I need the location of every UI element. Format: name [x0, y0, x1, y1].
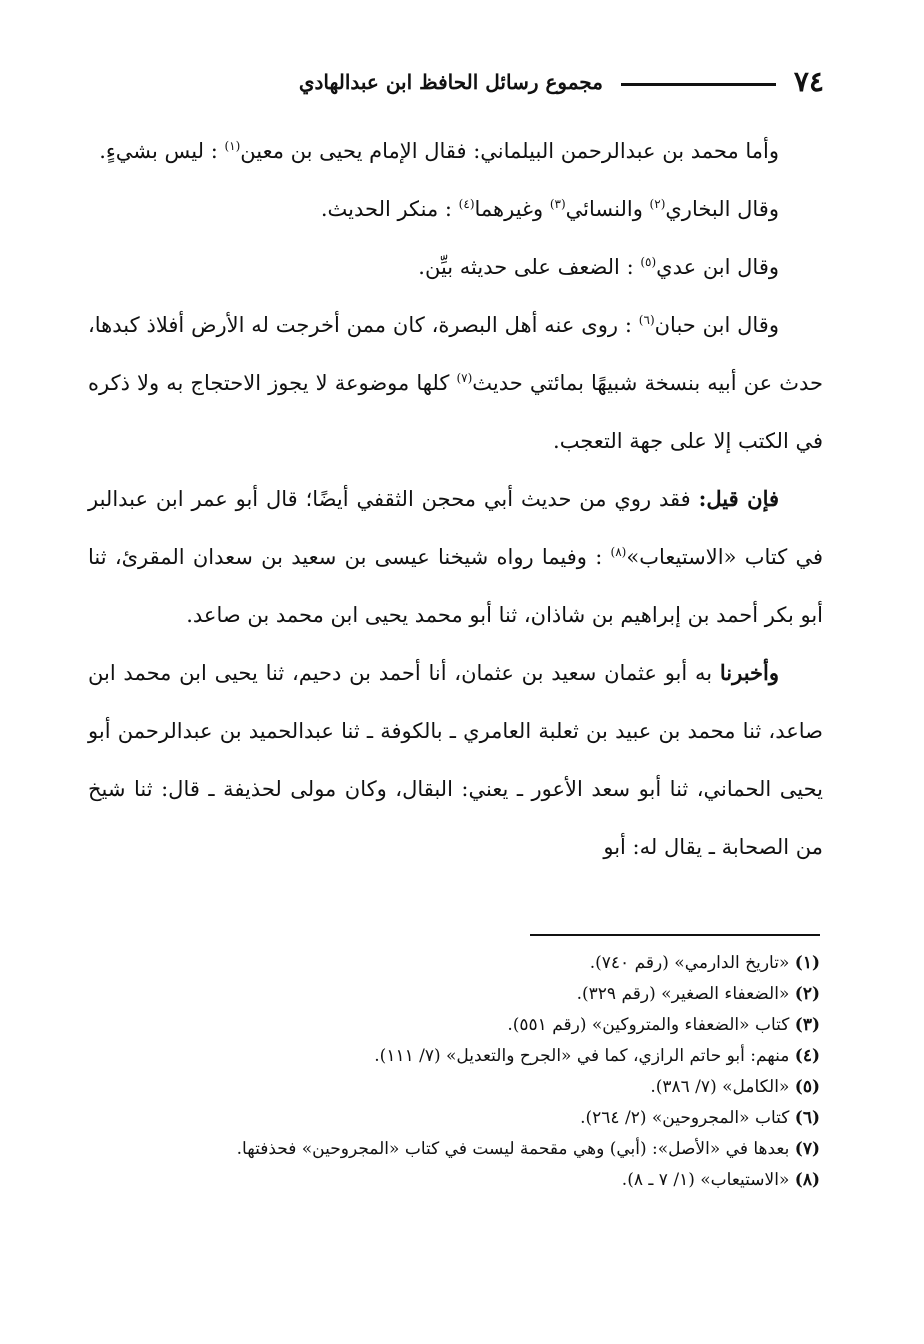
footnote-ref-4[interactable]: (٤): [458, 197, 475, 211]
footnote-text: منهم: أبو حاتم الرازي، كما في «الجرح والتعديل» (٧/ ١١١).: [374, 1046, 795, 1066]
paragraph-5: [88, 470, 823, 644]
running-header: [88, 62, 824, 102]
lead-phrase: وأخبرنا: [719, 660, 779, 685]
main-text: [88, 122, 823, 922]
footnote-7: [120, 1134, 820, 1165]
footnote-2: [120, 979, 820, 1010]
footnote-text: «الكامل» (٧/ ٣٨٦).: [650, 1077, 795, 1097]
footnote-number: (٦): [794, 1108, 820, 1128]
text-segment: : ليس بشيءٍ.: [99, 139, 225, 163]
footnote-ref-2[interactable]: (٢): [649, 197, 666, 211]
footnotes: [120, 948, 820, 1196]
footnote-ref-7[interactable]: (٧): [456, 371, 473, 385]
footnote-number: (٨): [794, 1170, 820, 1190]
footnote-ref-6[interactable]: (٦): [638, 313, 655, 327]
paragraph-2: [88, 180, 823, 238]
paragraph-1: [88, 122, 823, 180]
text-segment: وأما محمد بن عبدالرحمن البيلماني: فقال الإمام يحيى بن معين: [240, 139, 779, 163]
footnote-number: (٤): [794, 1046, 820, 1066]
text-segment: والنسائي: [565, 197, 650, 221]
text-segment: وقال ابن حبان: [654, 313, 779, 337]
text-segment: : الضعف على حديثه بيِّن.: [418, 255, 641, 279]
footnote-separator: [530, 934, 820, 936]
text-segment: فقد روي من حديث أبي محجن الثقفي أيضًا؛ قال أبو عمر ابن عبدالبر في كتاب «الاستيعاب»: [88, 487, 823, 569]
footnote-5: [120, 1072, 820, 1103]
footnote-text: كتاب «الضعفاء والمتروكين» (رقم ٥٥١).: [507, 1015, 795, 1035]
footnote-number: (٧): [794, 1139, 820, 1159]
footnote-ref-1[interactable]: (١): [224, 139, 241, 153]
text-segment: : وفيما رواه شيخنا عيسى بن سعيد بن سعدان المقرئ، ثنا أبو بكر أحمد بن إبراهيم بن شاذان، ثنا أبو محمد يحيى ابن محمد بن صاعد.: [88, 545, 823, 627]
book-title: مجموع رسائل الحافظ ابن عبدالهادي: [298, 70, 603, 94]
text-segment: وغيرهما: [474, 197, 550, 221]
footnote-number: (٥): [794, 1077, 820, 1097]
text-segment: : روى عنه أهل البصرة، كان ممن أخرجت له الأرض أفلاذ كبدها، حدث عن أبيه بنسخة شبيهًا بمائتي حديث: [88, 313, 824, 395]
text-segment: وقال ابن عدي: [656, 255, 779, 279]
footnote-text: «الاستيعاب» (١/ ٧ ـ ٨).: [621, 1170, 795, 1190]
footnote-1: [120, 948, 820, 979]
paragraph-3: [88, 238, 823, 296]
footnote-text: «الضعفاء الصغير» (رقم ٣٢٩).: [576, 984, 795, 1004]
footnote-number: (٢): [794, 984, 820, 1004]
footnote-4: [120, 1041, 820, 1072]
footnote-ref-3[interactable]: (٣): [549, 197, 566, 211]
page-number: ٧٤: [793, 65, 824, 98]
footnote-3: [120, 1010, 820, 1041]
footnote-text: كتاب «المجروحين» (٢/ ٢٦٤).: [580, 1108, 795, 1128]
text-segment: به أبو عثمان سعيد بن عثمان، أنا أحمد بن دحيم، ثنا يحيى ابن محمد ابن صاعد، ثنا محمد بن عبيد بن ثعلبة العامري ـ بالكوفة ـ ثنا عبدالحميد بن عبدالرحمن أبو يحيى الحماني، ثنا أبو سعد الأعور ـ يعني: البقال، وكان مولى لحذيفة ـ قال: ثنا شيخ من الصحابة ـ يقال له: أبو: [88, 661, 823, 859]
paragraph-4: [88, 296, 823, 470]
text-segment: كلها موضوعة لا يجوز الاحتجاج به ولا ذكره في الكتب إلا على جهة التعجب.: [88, 371, 823, 453]
footnote-number: (١): [794, 953, 820, 973]
footnote-8: [120, 1165, 820, 1196]
footnote-number: (٣): [794, 1015, 820, 1035]
footnote-ref-5[interactable]: (٥): [640, 255, 657, 269]
footnote-6: [120, 1103, 820, 1134]
text-segment: وقال البخاري: [665, 197, 779, 221]
footnote-text: بعدها في «الأصل»: (أبي) وهي مقحمة ليست في كتاب «المجروحين» فحذفتها.: [236, 1139, 795, 1159]
paragraph-6: [88, 644, 823, 876]
text-segment: : منكر الحديث.: [320, 197, 459, 221]
footnote-ref-8[interactable]: (٨): [610, 545, 627, 559]
lead-phrase: فإن قيل:: [698, 486, 780, 511]
footnote-text: «تاريخ الدارمي» (رقم ٧٤٠).: [589, 953, 795, 973]
header-rule: [621, 83, 776, 86]
